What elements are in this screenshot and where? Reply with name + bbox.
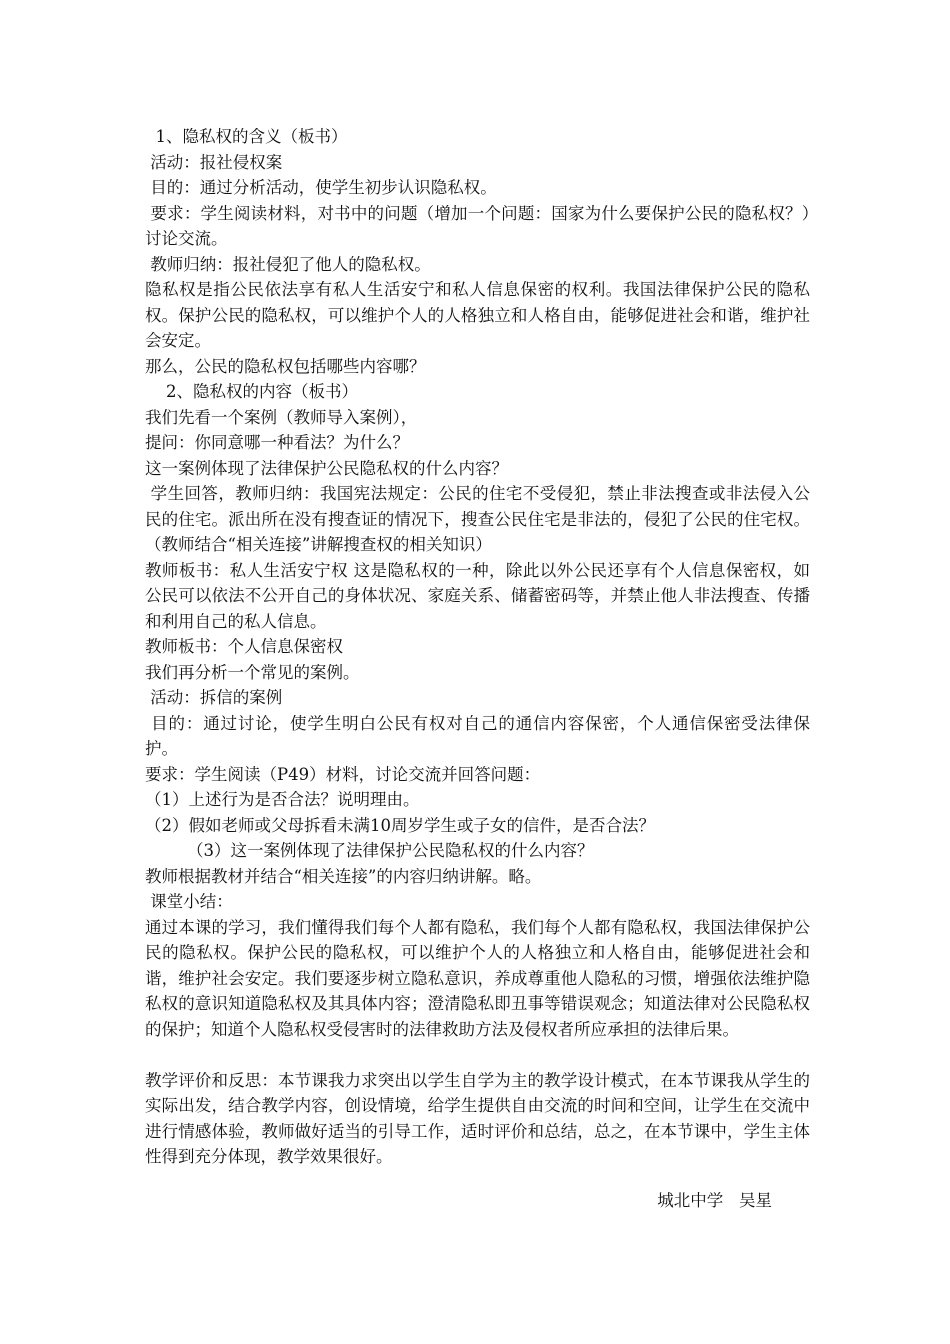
paragraph: 学生回答，教师归纳：我国宪法规定：公民的住宅不受侵犯，禁止非法搜查或非法侵入公民的住宅。派出所在没有搜查证的情况下，搜查公民住宅是非法的，侵犯了公民的住宅权。（教师结合“相关连接”讲解搜查权的相关知识） xyxy=(145,484,811,554)
paragraph: 要求：学生阅读（P49）材料，讨论交流并回答问题： xyxy=(145,764,541,784)
paragraph: 目的：通过讨论，使学生明白公民有权对自己的通信内容保密，个人通信保密受法律保护。 xyxy=(145,713,810,758)
paragraph: 教师归纳：报社侵犯了他人的隐私权。 xyxy=(145,254,431,274)
paragraph: 目的：通过分析活动，使学生初步认识隐私权。 xyxy=(145,178,497,197)
paragraph: 那么，公民的隐私权包括哪些内容哪？ xyxy=(145,356,426,376)
paragraph: 活动：拆信的案例 xyxy=(145,688,283,707)
paragraph: （1）上述行为是否合法？说明理由。 xyxy=(145,790,420,809)
paragraph: 通过本课的学习，我们懂得我们每个人都有隐私，我们每个人都有隐私权，我国法律保护公民的隐私权。保护公民的隐私权，可以维护个人的人格独立和人格自由，能够促进社会和谐，维护社会安定。我们要逐步树立隐私意识，养成尊重他人隐私的习惯，增强依法维护隐私权的意识知道隐私权及其具体内容；澄清隐私即丑事等错误观念；知道法律对公民隐私权的保护；知道个人隐私权受侵害时的法律救助方法及侵权者所应承担的法律后果。 xyxy=(145,917,810,1039)
paragraph: 教师板书：个人信息保密权 xyxy=(145,637,343,656)
paragraph: 我们再分析一个常见的案例。 xyxy=(145,662,360,682)
paragraph: 1、隐私权的含义（板书） xyxy=(145,127,348,146)
paragraph: 隐私权是指公民依法享有私人生活安宁和私人信息保密的权利。我国法律保护公民的隐私权。保护公民的隐私权，可以维护个人的人格独立和人格自由，能够促进社会和谐，维护社会安定。 xyxy=(145,280,810,350)
paragraph: 教师根据教材并结合“相关连接”的内容归纳讲解。略。 xyxy=(145,866,542,886)
paragraph: （3）这一案例体现了法律保护公民隐私权的什么内容？ xyxy=(145,841,594,860)
paragraph: 要求：学生阅读材料，对书中的问题（增加一个问题：国家为什么要保护公民的隐私权？）讨论交流。 xyxy=(145,203,811,248)
paragraph: 教师板书：私人生活安宁权 这是隐私权的一种，除此以外公民还享有个人信息保密权，如公民可以依法不公开自己的身体状况、家庭关系、储蓄密码等，并禁止他人非法搜查、传播和利用自己的私人信息。 xyxy=(145,560,810,631)
paragraph: 这一案例体现了法律保护公民隐私权的什么内容？ xyxy=(145,458,508,478)
paragraph: （2）假如老师或父母拆看未满10周岁学生或子女的信件，是否合法？ xyxy=(145,815,655,835)
paragraph: 教学评价和反思：本节课我力求突出以学生自学为主的教学设计模式，在本节课我从学生的实际出发，结合教学内容，创设情境，给学生提供自由交流的时间和空间，让学生在交流中进行情感体验，教师做好适当的引导工作，适时评价和总结，总之，在本节课中，学生主体性得到充分体现，教学效果很好。 xyxy=(145,1070,810,1166)
paragraph: 2、隐私权的内容（板书） xyxy=(145,382,358,401)
paragraph: 课堂小结： xyxy=(145,892,233,911)
signature: 城北中学 吴星 xyxy=(657,1190,772,1210)
blank-line xyxy=(145,1042,810,1068)
paragraph: 活动：报社侵权案 xyxy=(145,152,283,172)
document-body xyxy=(145,124,810,1213)
paragraph: 提问：你同意哪一种看法？为什么？ xyxy=(145,433,409,452)
paragraph: 我们先看一个案例（教师导入案例）， xyxy=(145,407,418,427)
